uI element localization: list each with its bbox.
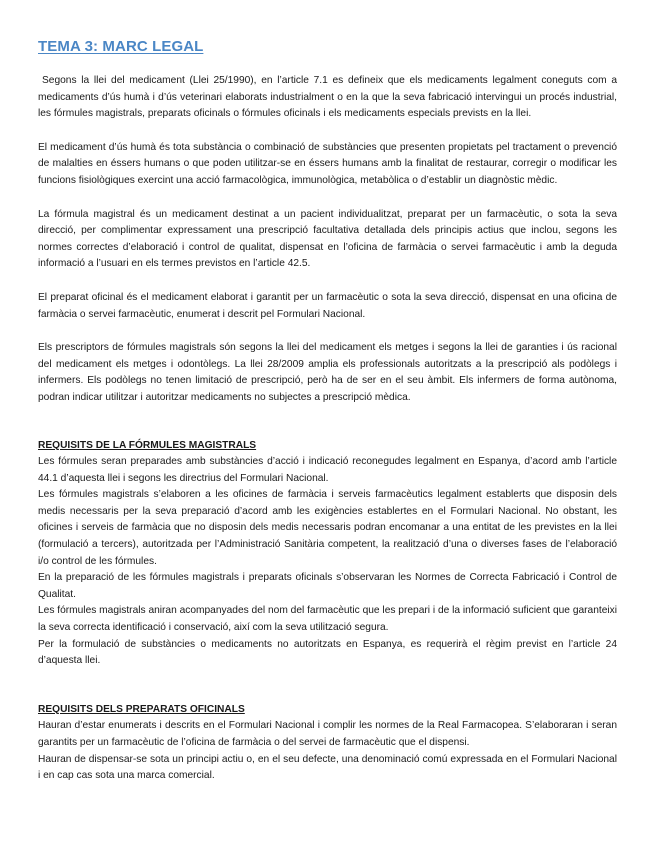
- section-heading-formules: REQUISITS DE LA FÓRMULES MAGISTRALS: [38, 439, 257, 451]
- spacer: [38, 424, 617, 438]
- section-preparats-item: Hauran de dispensar-se sota un principi actiu o, en el seu defecte, una denominació comú expressada en el Formulari Nacional i en cap cas sota una marca comercial.: [38, 753, 617, 782]
- section-preparats-item: Hauran d’estar enumerats i descrits en el Formulari Nacional i complir les normes de la Real Farmacopea. S’elaboraran i seran garantits per un farmacèutic de l’oficina de farmàcia o del servei de farmacèutic que el dispensi.: [38, 720, 617, 748]
- intro-paragraph-magistral-formula: La fórmula magistral és un medicament destinat a un pacient individualitzat, preparat per un farmacèutic, o sota la seva direcció, per complimentar expressament una prescripció facultativa detallada dels principis actius que inclou, segons les normes correctes d’elaboració i control de qualitat, dispensat en l’oficina de farmàcia o servei farmacèutic i amb la deguda informació a l’usuari en els termes previstos en l’article 42.5.: [38, 208, 617, 270]
- section-formules-item: En la preparació de les fórmules magistrals i preparats oficinals s’observaran les Normes de Correcta Fabricació i Control de Qualitat.: [38, 572, 617, 600]
- spacer: [38, 670, 617, 702]
- section-formules-item: Per la formulació de substàncies o medicaments no autoritzats en Espanya, es requerirà el règim previst en l’article 24 d’aquesta llei.: [38, 638, 617, 667]
- section-formules-item: Les fórmules magistrals s’elaboren a les oficines de farmàcia i serveis farmacèutics legalment establerts que disposin dels medis necessaris per la seva preparació d’acord amb les exigències establertes en el Formulari Nacional. No obstant, les oficines i serveis de farmàcia que no disposin dels medis necessaris podran encomanar a una entitat de les previstes en la llei (formulació a tercers), autoritzada per l’Administració Sanitària competent, la realització d’una o diverses fases de l’elaboració i/o control de les fórmules.: [38, 489, 617, 567]
- section-formules-magistrals: [38, 438, 617, 670]
- page-title: TEMA 3: MARC LEGAL: [38, 38, 204, 55]
- intro-paragraph-medicament-law: Segons la llei del medicament (Llei 25/1990), en l’article 7.1 es defineix que els medicaments legalment coneguts com a medicaments d’ús humà i d’ús veterinari elaborats industrialment o en la que la seva fabricació intervingui un procés industrial, les fórmules magistrals, preparats oficinals o fórmules oficinals i els medicaments especials prevists en la llei.: [38, 75, 617, 120]
- section-heading-preparats: REQUISITS DELS PREPARATS OFICINALS: [38, 703, 245, 715]
- section-formules-item: Les fórmules seran preparades amb substàncies d’acció i indicació reconegudes legalment en Espanya, d’acord amb l’article 44.1 d’aquesta llei i segons les directrius del Formulari Nacional.: [38, 456, 617, 484]
- intro-paragraph-prescribers: Els prescriptors de fórmules magistrals són segons la llei del medicament els metges i segons la llei de garanties i ús racional del medicament els metges i odontòlegs. La llei 28/2009 amplia els professionals autoritzats a la prescripció als podòlegs i infermers. Els podòlegs no tenen limitació de prescripció, però ha de ser en el seu àmbit. Els infermers de forma autònoma, podran indicar utilitzar i autoritzar medicaments no subjectes a prescripció mèdica.: [38, 342, 617, 403]
- section-formules-item: Les fórmules magistrals aniran acompanyades del nom del farmacèutic que les prepari i de la informació suficient que garanteixi la seva correcta identificació i conservació, així com la seva utilització segura.: [38, 605, 617, 634]
- intro-paragraph-human-medicine: El medicament d’ús humà és tota substància o combinació de substàncies que presenten propietats pel tractament o prevenció de malalties en éssers humans o que poden utilitzar-se en éssers humans amb la finalitat de restaurar, corregir o modificar les funcions fisiològiques exercint una acció farmacològica, immunològica, metabòlica o d’establir un diagnòstic mèdic.: [38, 141, 617, 186]
- intro-paragraph-official-preparation: El preparat oficinal és el medicament elaborat i garantit per un farmacèutic o sota la seva direcció, dispensat en una oficina de farmàcia o servei farmacèutic, enumerat i descrit pel Formulari Nacional.: [38, 291, 617, 320]
- section-preparats-oficinals: [38, 702, 617, 785]
- document-page: [38, 38, 617, 785]
